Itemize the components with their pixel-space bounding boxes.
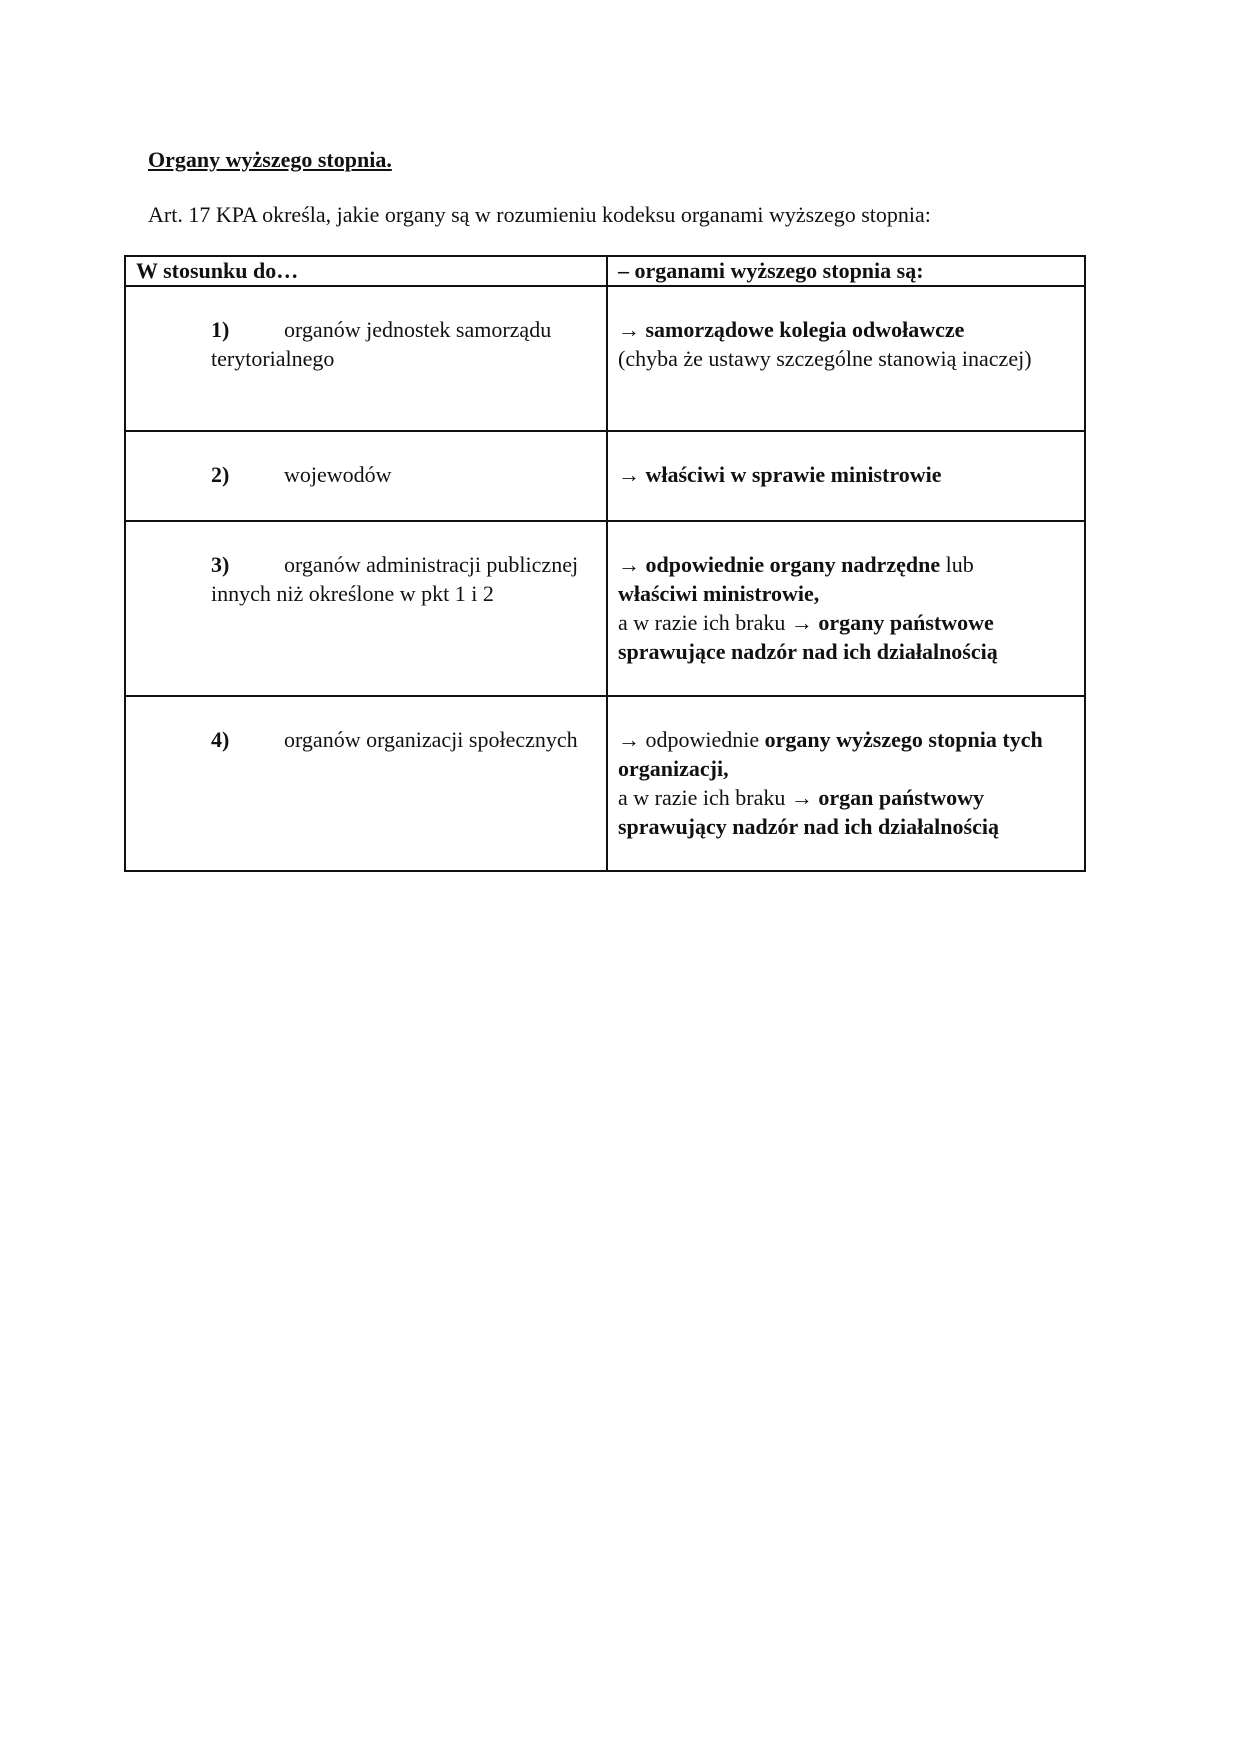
authority-bold-text: organy wyższego stopnia tych organizacji,: [618, 727, 1043, 781]
arrow-right-icon: →: [618, 462, 640, 487]
row-subject-text: organów organizacji społecznych: [284, 727, 578, 752]
row-subject-text: organów jednostek samorządu terytorialnego: [211, 317, 552, 371]
higher-authorities-table: [124, 255, 1086, 872]
row-subject-cell: [125, 696, 607, 871]
document-title: Organy wyższego stopnia.: [148, 147, 392, 172]
authority-bold-text: organy państwowe sprawujące nadzór nad ich działalnością: [618, 610, 998, 664]
arrow-right-icon: →: [618, 727, 640, 752]
authority-bold-text: odpowiednie organy nadrzędne: [645, 552, 941, 577]
row-number: 4): [211, 727, 230, 752]
authority-normal-text: a w razie ich braku: [618, 785, 786, 810]
arrow-right-icon: →: [618, 552, 640, 577]
row-number: 3): [211, 552, 230, 577]
row-authority-cell: [607, 431, 1085, 521]
row-subject-cell: [125, 431, 607, 521]
row-subject-cell: [125, 286, 607, 431]
row-authority-cell: [607, 521, 1085, 696]
authority-bold-text: organ państwowy sprawujący nadzór nad ich działalnością: [618, 785, 999, 839]
arrow-right-icon: →: [790, 785, 813, 810]
authority-bold-text: samorządowe kolegia odwoławcze: [645, 317, 965, 342]
table-row: [125, 521, 1085, 696]
table-header-row: [125, 256, 1085, 286]
header-higher-authorities: – organami wyższego stopnia są:: [607, 256, 1085, 286]
table-row: [125, 286, 1085, 431]
authority-bold-text: właściwi ministrowie,: [618, 581, 820, 606]
header-in-relation-to: W stosunku do…: [125, 256, 607, 286]
row-subject-text: organów administracji publicznej innych niż określone w pkt 1 i 2: [211, 552, 579, 606]
arrow-right-icon: →: [618, 317, 640, 342]
arrow-right-icon: →: [790, 610, 813, 635]
row-authority-cell: [607, 286, 1085, 431]
authority-bold-text: właściwi w sprawie ministrowie: [645, 462, 942, 487]
row-number: 2): [211, 462, 230, 487]
table-row: [125, 431, 1085, 521]
authority-normal-text: odpowiednie: [645, 727, 760, 752]
row-subject-cell: [125, 521, 607, 696]
row-authority-cell: [607, 696, 1085, 871]
authority-note-text: (chyba że ustawy szczególne stanowią inaczej): [618, 346, 1032, 371]
row-subject-text: wojewodów: [284, 462, 392, 487]
row-number: 1): [211, 317, 230, 342]
table-row: [125, 696, 1085, 871]
intro-paragraph: Art. 17 KPA określa, jakie organy są w rozumieniu kodeksu organami wyższego stopnia:: [148, 202, 931, 227]
authority-normal-text: lub: [945, 552, 974, 577]
authority-normal-text: a w razie ich braku: [618, 610, 786, 635]
